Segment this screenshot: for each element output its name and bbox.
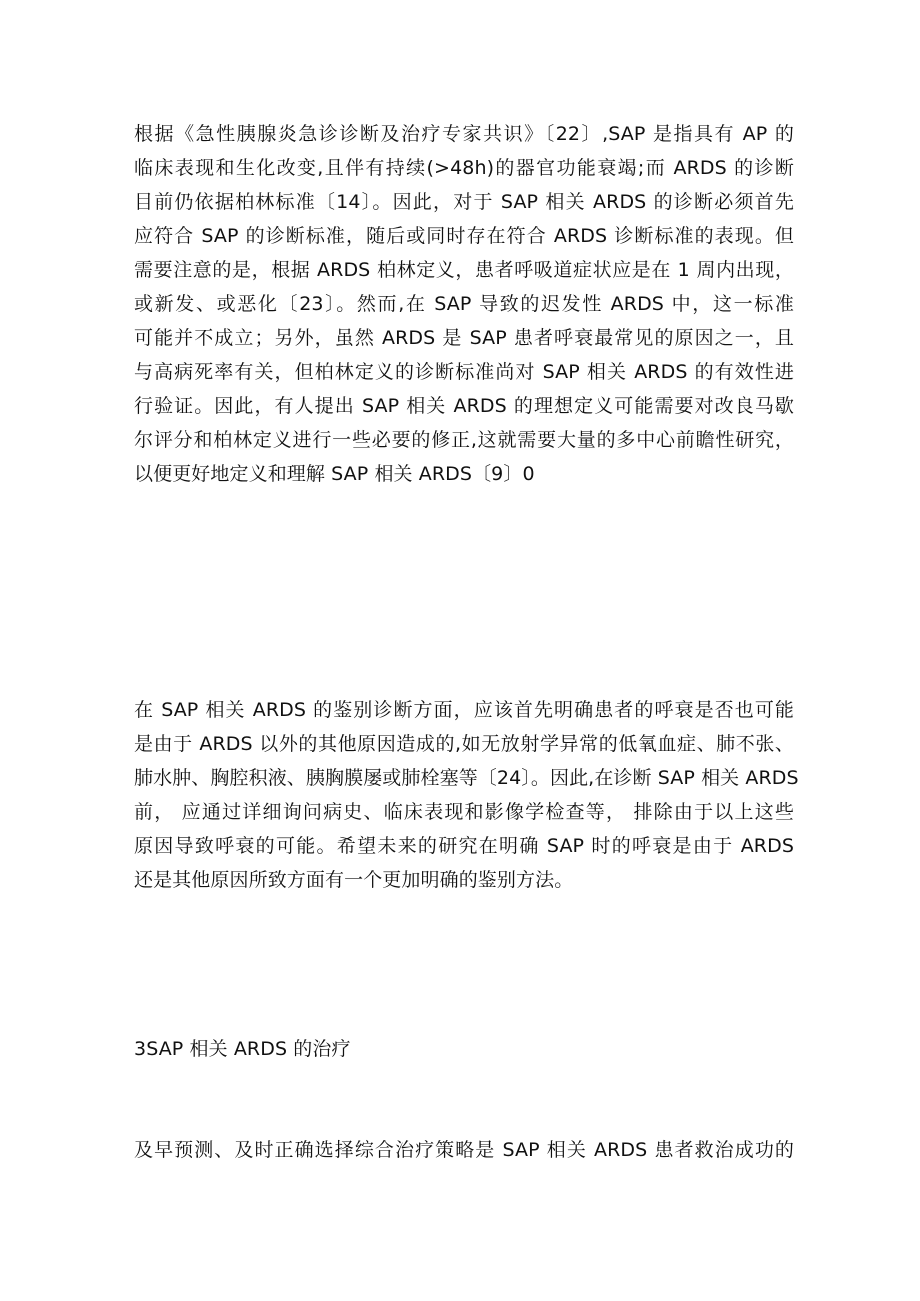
text-line: 根据《急性胰腺炎急诊诊断及治疗专家共识》〔22〕,SAP 是指具有 AP 的 [134,123,794,145]
text-line: 是由于 ARDS 以外的其他原因造成的,如无放射学异常的低氧血症、肺不张、 [134,733,794,755]
text-line: 在 SAP 相关 ARDS 的鉴别诊断方面，应该首先明确患者的呼衰是否也可能 [134,699,794,721]
paragraph-differential-diagnosis [134,693,799,897]
paragraph-diagnosis [134,117,794,491]
section-heading-text: 3SAP 相关 ARDS 的治疗 [134,1038,351,1060]
text-line: 前， 应通过详细询问病史、临床表现和影像学检查等， 排除由于以上这些 [134,801,794,823]
text-line: 以便更好地定义和理解 SAP 相关 ARDS〔9〕0 [134,463,535,485]
text-line: 还是其他原因所致方面有一个更加明确的鉴别方法。 [134,869,574,891]
text-line: 原因导致呼衰的可能。希望未来的研究在明确 SAP 时的呼衰是由于 ARDS [134,835,794,857]
text-line: 及早预测、及时正确选择综合治疗策略是 SAP 相关 ARDS 患者救治成功的 [134,1139,794,1161]
text-line: 行验证。因此，有人提出 SAP 相关 ARDS 的理想定义可能需要对改良马歇 [134,395,794,417]
text-line: 应符合 SAP 的诊断标准，随后或同时存在符合 ARDS 诊断标准的表现。但 [134,225,794,247]
paragraph-treatment [134,1133,794,1167]
text-line: 临床表现和生化改变,且伴有持续(>48h)的器官功能衰竭;而 ARDS 的诊断 [134,157,794,179]
text-line: 或新发、或恶化〔23〕。然而,在 SAP 导致的迟发性 ARDS 中，这一标准 [134,293,794,315]
text-line: 需要注意的是，根据 ARDS 柏林定义，患者呼吸道症状应是在 1 周内出现， [134,259,794,281]
text-line: 可能并不成立；另外，虽然 ARDS 是 SAP 患者呼衰最常见的原因之一，且 [134,327,794,349]
text-line: 与高病死率有关，但柏林定义的诊断标准尚对 SAP 相关 ARDS 的有效性进 [134,361,794,383]
section-heading [134,1032,794,1066]
text-line: 肺水肿、胸腔积液、胰胸膜屡或肺栓塞等〔24〕。因此,在诊断 SAP 相关 ARDS [134,767,799,789]
text-line: 目前仍依据柏林标准〔14〕。因此，对于 SAP 相关 ARDS 的诊断必须首先 [134,191,794,213]
text-line: 尔评分和柏林定义进行一些必要的修正,这就需要大量的多中心前瞻性研究， [134,429,794,451]
